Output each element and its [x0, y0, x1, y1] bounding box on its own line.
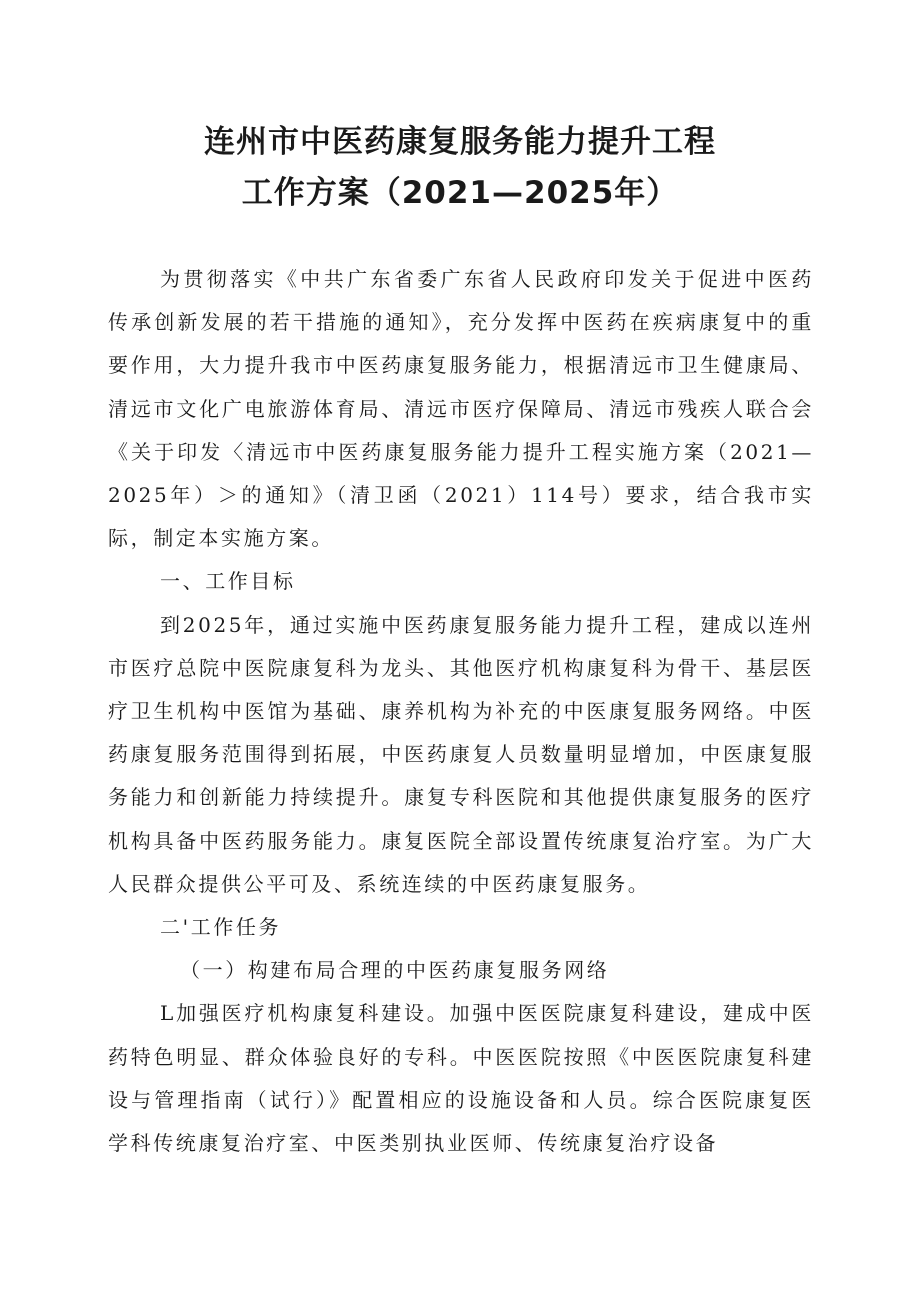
intro-paragraph: 为贯彻落实《中共广东省委广东省人民政府印发关于促进中医药传承创新发展的若干措施的通知》，充分发挥中医药在疾病康复中的重要作用，大力提升我市中医药康复服务能力，根据清远市卫生健康局、清远市文化广电旅游体育局、清远市医疗保障局、清远市残疾人联合会《关于印发〈清远市中医药康复服务能力提升工程实施方案（2021—2025年）＞的通知》（清卫函（2021）114号）要求，结合我市实际，制定本实施方案。: [108, 267, 814, 551]
network-paragraph: L加强医疗机构康复科建设。加强中医医院康复科建设，建成中医药特色明显、群众体验良好的专科。中医医院按照《中医医院康复科建设与管理指南（试行）》配置相应的设施设备和人员。综合医院康复医学科传统康复治疗室、中医类别执业医师、传统康复治疗设备: [108, 1001, 814, 1156]
section-heading-goals: 一、工作目标: [160, 569, 296, 594]
goals-paragraph: 到2025年，通过实施中医药康复服务能力提升工程，建成以连州市医疗总院中医院康复科为龙头、其他医疗机构康复科为骨干、基层医疗卫生机构中医馆为基础、康养机构为补充的中医康复服务网络。中医药康复服务范围得到拓展，中医药康复人员数量明显增加，中医康复服务能力和创新能力持续提升。康复专科医院和其他提供康复服务的医疗机构具备中医药服务能力。康复医院全部设置传统康复治疗室。为广大人民群众提供公平可及、系统连续的中医药康复服务。: [108, 612, 814, 896]
document-title-line2: 工作方案（2021—2025年）: [241, 175, 679, 211]
section-heading-tasks: 二'工作任务: [160, 915, 282, 940]
document-title-line1: 连州市中医药康复服务能力提升工程: [204, 124, 716, 160]
subsection-heading-network: （一）构建布局合理的中医药康复服务网络: [180, 958, 610, 983]
document-body: [108, 258, 814, 1165]
